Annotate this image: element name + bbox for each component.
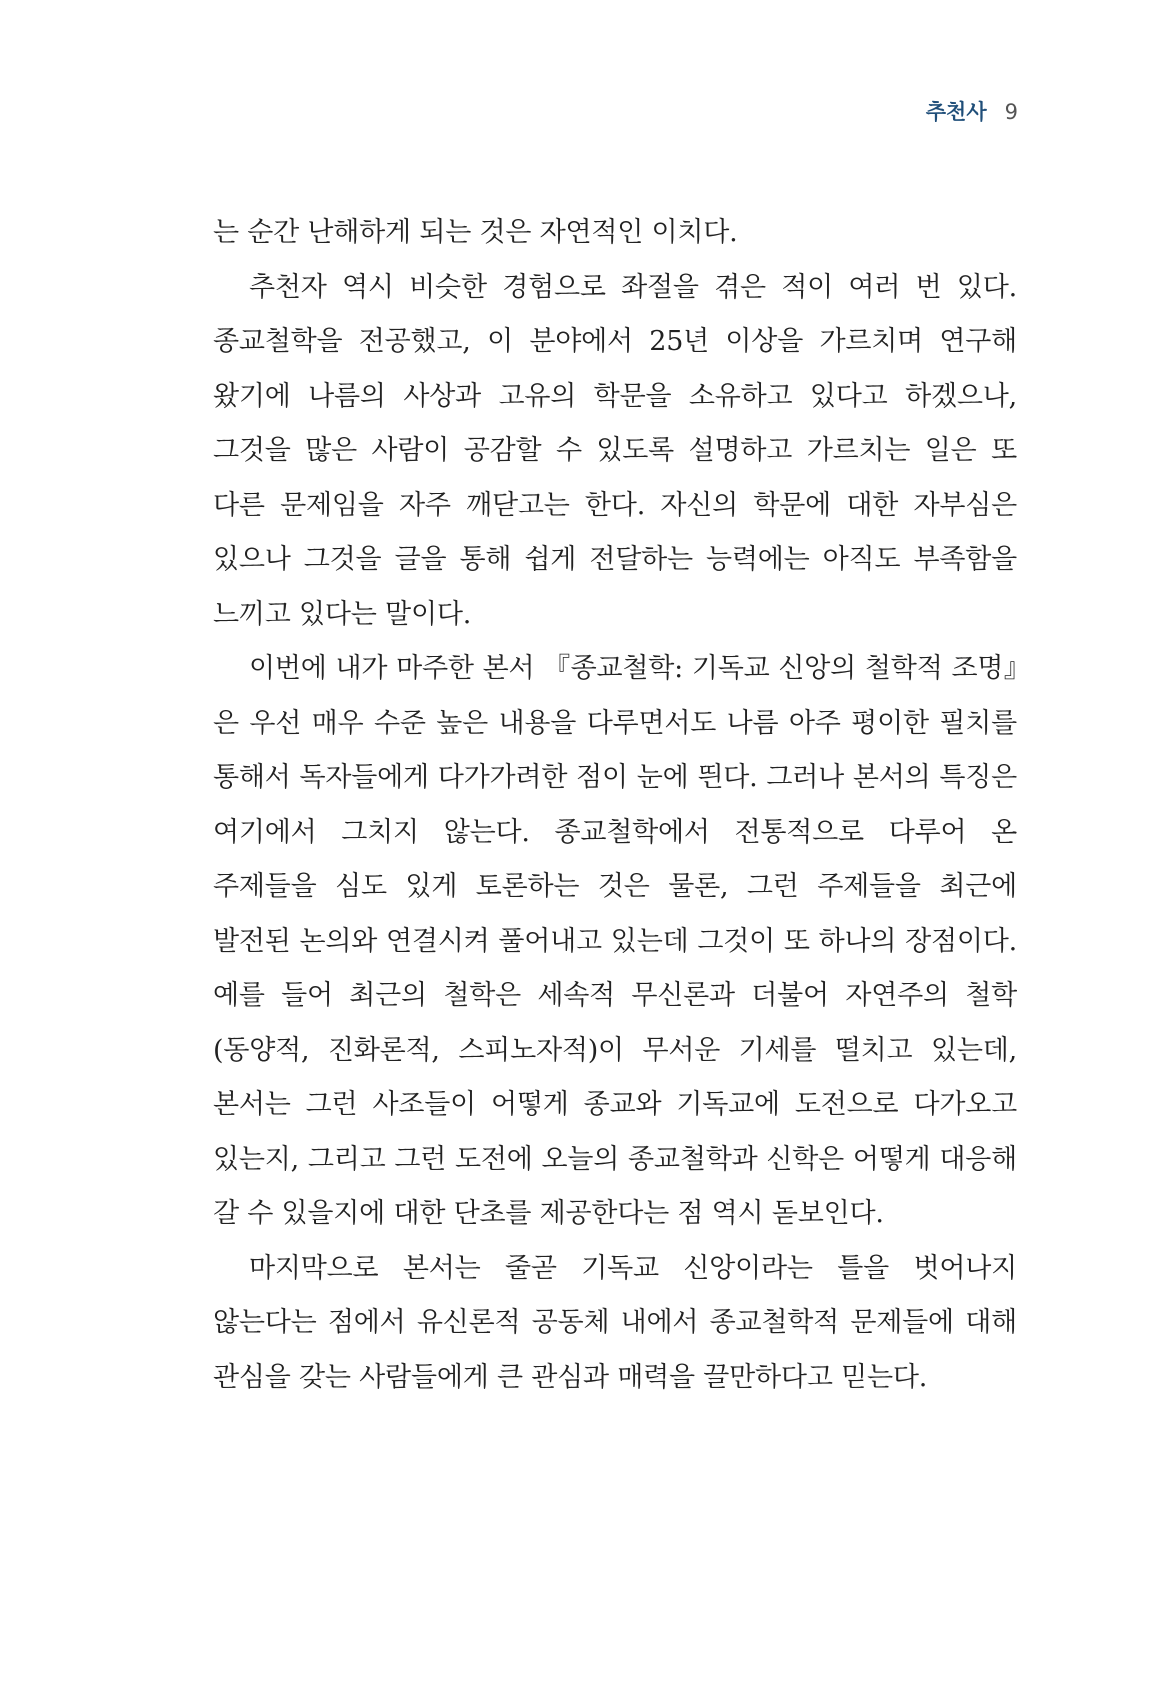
page-number: 9	[1004, 100, 1018, 124]
body-text	[213, 206, 1017, 1405]
paragraph: 추천자 역시 비슷한 경험으로 좌절을 겪은 적이 여러 번 있다. 종교철학을 전공했고, 이 분야에서 25년 이상을 가르치며 연구해 왔기에 나름의 사상과 고유의 학문을 소유하고 있다고 하겠으나, 그것을 많은 사람이 공감할 수 있도록 설명하고 가르치는 일은 또 다른 문제임을 자주 깨닫고는 한다. 자신의 학문에 대한 자부심은 있으나 그것을 글을 통해 쉽게 전달하는 능력에는 아직도 부족함을 느끼고 있다는 말이다.	[213, 271, 1017, 630]
paragraph: 이번에 내가 마주한 본서 『종교철학: 기독교 신앙의 철학적 조명』은 우선 매우 수준 높은 내용을 다루면서도 나름 아주 평이한 필치를 통해서 독자들에게 다가가려한 점이 눈에 띈다. 그러나 본서의 특징은 여기에서 그치지 않는다. 종교철학에서 전통적으로 다루어 온 주제들을 심도 있게 토론하는 것은 물론, 그런 주제들을 최근에 발전된 논의와 연결시켜 풀어내고 있는데 그것이 또 하나의 장점이다. 예를 들어 최근의 철학은 세속적 무신론과 더불어 자연주의 철학(동양적, 진화론적, 스피노자적)이 무서운 기세를 떨치고 있는데, 본서는 그런 사조들이 어떻게 종교와 기독교에 도전으로 다가오고 있는지, 그리고 그런 도전에 오늘의 종교철학과 신학은 어떻게 대응해 갈 수 있을지에 대한 단초를 제공한다는 점 역시 돋보인다.	[213, 653, 1017, 1229]
paragraph: 마지막으로 본서는 줄곧 기독교 신앙이라는 틀을 벗어나지 않는다는 점에서 유신론적 공동체 내에서 종교철학적 문제들에 대해 관심을 갖는 사람들에게 큰 관심과 매력을 끌만하다고 믿는다.	[213, 1252, 1017, 1393]
section-title: 추천사	[925, 100, 987, 124]
running-header	[926, 96, 1018, 126]
paragraph-continuation: 는 순간 난해하게 되는 것은 자연적인 이치다.	[213, 217, 738, 248]
